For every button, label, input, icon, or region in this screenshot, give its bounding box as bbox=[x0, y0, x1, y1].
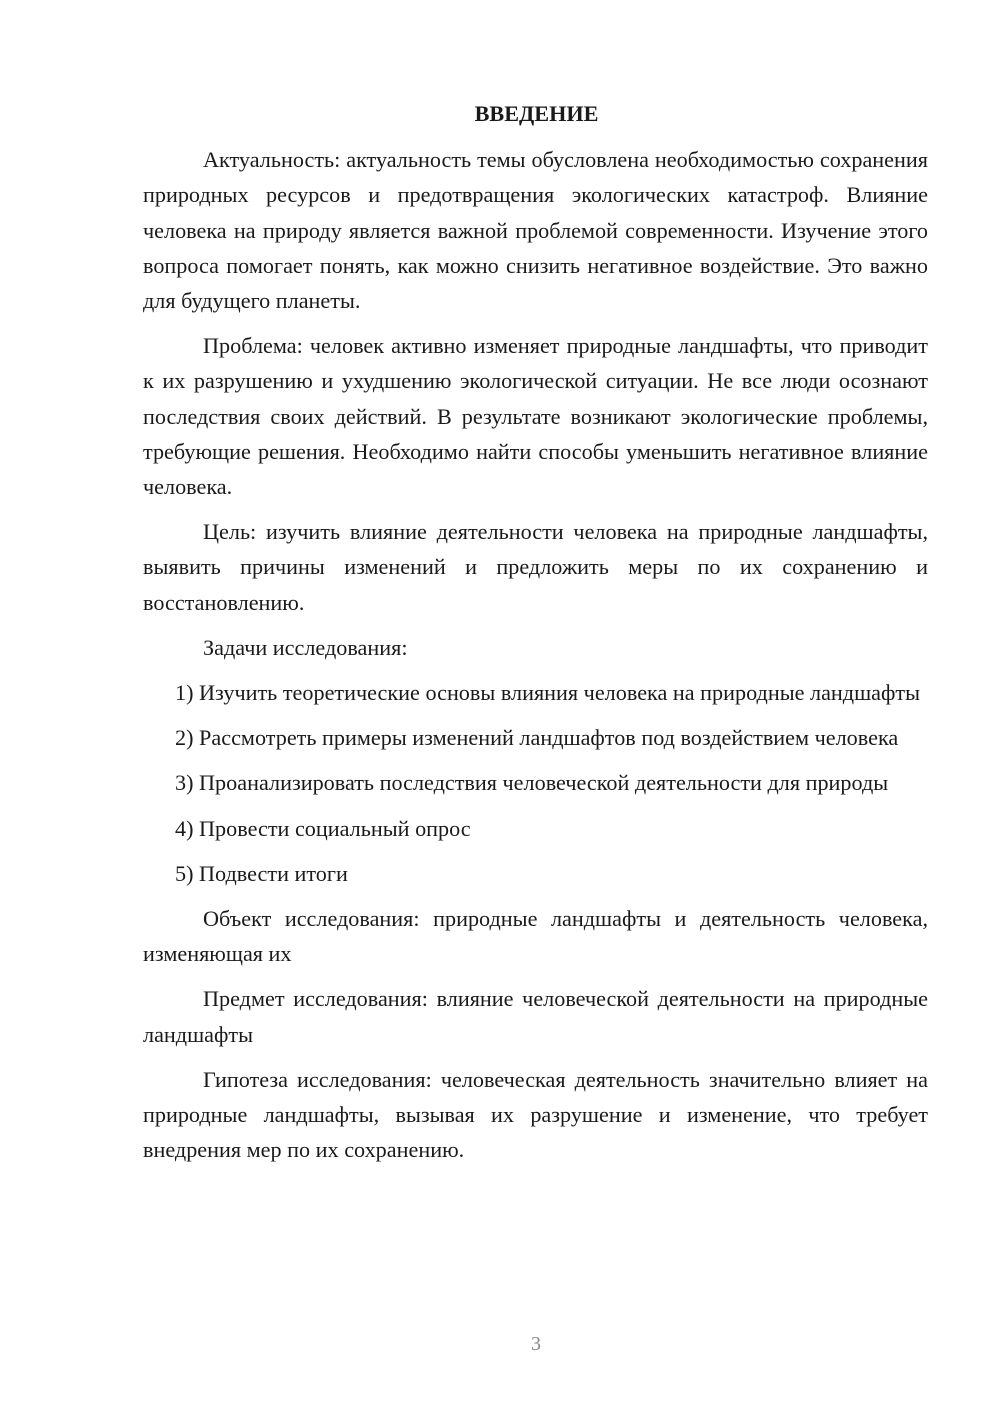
task-item: 2) Рассмотреть примеры изменений ландшафтов под воздействием человека bbox=[175, 725, 899, 751]
problem-paragraph: Проблема: человек активно изменяет природные ландшафты, что приводит к их разрушению и ухудшению экологической ситуации. Не все люди осознают последствия своих действий. В результате возникают экологические проблемы, требующие решения. Необходимо найти способы уменьшить негативное влияние человека. bbox=[143, 333, 928, 500]
relevance-paragraph: Актуальность: актуальность темы обусловлена необходимостью сохранения природных ресурсов и предотвращения экологических катастроф. Влияние человека на природу является важной проблемой современности. Изучение этого вопроса помогает понять, как можно снизить негативное воздействие. Это важно для будущего планеты. bbox=[143, 147, 928, 314]
page-content bbox=[143, 96, 928, 1177]
subject-paragraph: Предмет исследования: влияние человеческой деятельности на природные ландшафты bbox=[143, 986, 928, 1047]
tasks-list bbox=[143, 675, 928, 891]
goal-paragraph: Цель: изучить влияние деятельности человека на природные ландшафты, выявить причины изменений и предложить меры по их сохранению и восстановлению. bbox=[143, 519, 928, 615]
task-item: 4) Провести социальный опрос bbox=[175, 815, 471, 841]
hypothesis-paragraph: Гипотеза исследования: человеческая деятельность значительно влияет на природные ландшафты, вызывая их разрушение и изменение, что требует внедрения мер по их сохранению. bbox=[143, 1066, 928, 1163]
object-paragraph: Объект исследования: природные ландшафты и деятельность человека, изменяющая их bbox=[143, 906, 928, 967]
section-title: ВВЕДЕНИЕ bbox=[474, 101, 599, 126]
task-item: 1) Изучить теоретические основы влияния человека на природные ландшафты bbox=[175, 680, 920, 706]
task-item: 3) Проанализировать последствия человеческой деятельности для природы bbox=[175, 770, 889, 796]
task-item: 5) Подвести итоги bbox=[175, 860, 348, 886]
tasks-heading: Задачи исследования: bbox=[203, 634, 408, 660]
page-number: 3 bbox=[531, 1333, 541, 1355]
